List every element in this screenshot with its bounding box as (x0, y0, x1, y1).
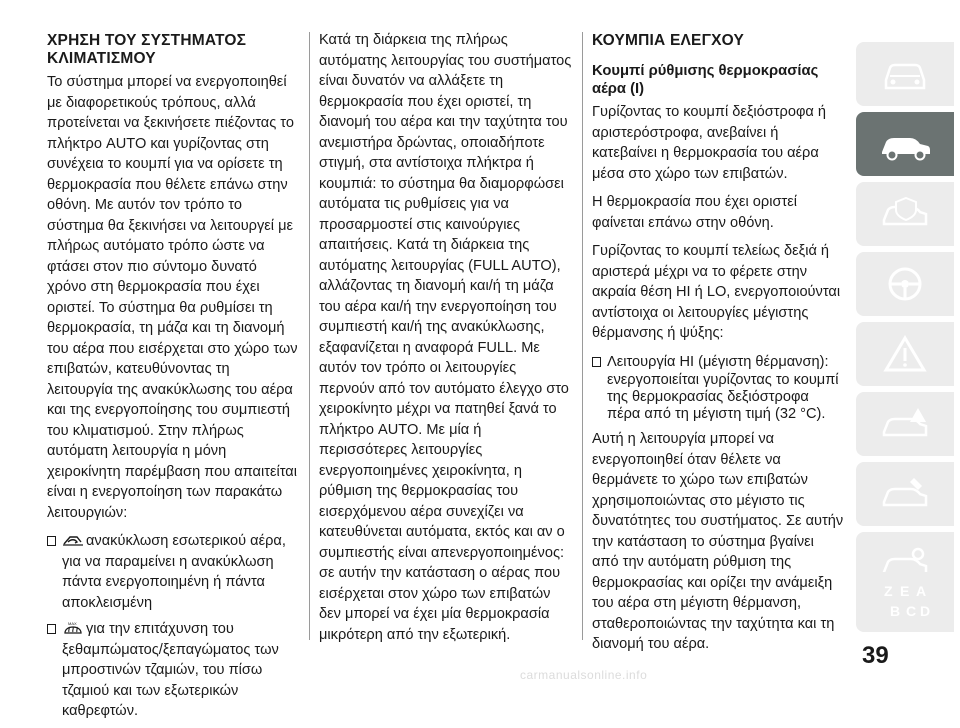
tab-safety[interactable] (856, 182, 954, 246)
column-2 (319, 32, 573, 653)
svg-text:B: B (890, 603, 901, 619)
list-item-text: ενεργοποιείται γυρίζοντας το κουμπί της θερμοκρασίας δεξιόστροφα πέρα από τη μέγιστη τιμή (32 °C). (607, 372, 839, 422)
list-item (47, 531, 299, 613)
svg-text:E: E (900, 583, 910, 599)
car-maintenance-icon (876, 472, 934, 516)
page-number: 39 (862, 642, 889, 669)
intro-paragraph: Το σύστημα μπορεί να ενεργοποιηθεί με διαφορετικούς τρόπους, αλλά προτείνεται να ξεκινήσετε πιέζοντας το πλήκτρο AUTO και γυρίζοντας στη συνέχεια το κουμπί για να ορίσετε τη θερμοκρασία που θέλετε επάνω στην οθόνη. Με αυτόν τον τρόπο το σύστημα θα ξεκινήσει να λειτουργεί με πλήρως αυτόματο τρόπο ώστε να φτάσει στον πιο σύντομο δυνατό χρόνο στη θερμοκρασία που έχει οριστεί. Το σύστημα θα ρυθμίσει τη θερμοκρασία, τη μάζα και τη διανομή του αέρα που εισέρχεται στο χώρο των επιβατών, κατευθύνοντας τη λειτουργία της ανακύκλωσης του αέρα και της ενεργοποίησης του συμπιεστή του κλιματισμού. Στην πλήρως αυτόματη λειτουργία η μόνη χειροκίνητη παρέμβαση που απαιτείται είναι η ενεργοποίηση των παρακάτω λειτουργιών: (47, 74, 298, 521)
recirculation-icon (62, 533, 84, 547)
list-item-title: Λειτουργία HI (μέγιστη θέρμανση): (607, 353, 829, 370)
section-heading: ΚΟΥΜΠΙΑ ΕΛΕΓΧΟΥ (592, 32, 744, 49)
car-safety-icon (876, 192, 934, 236)
svg-text:C: C (906, 603, 917, 619)
body-paragraph: Γυρίζοντας το κουμπί τελείως δεξιά ή αριστερά μέχρι να το φέρετε στην ακραία θέση HI ή LO, ενεργοποιούνται αντίστοιχα οι λειτουργίες μέγιστης θέρμανσης ή ψύξης: (592, 243, 841, 341)
list-item-text: ανακύκλωση εσωτερικού αέρα, για να παραμείνει η ανακύκλωση πάντα ενεργοποιημένη ή πάντα αποκλεισμένη (62, 533, 286, 611)
column-divider (582, 32, 583, 640)
list-item-text: για την επιτάχυνση του ξεθαμπώματος/ξεπαγώματος των μπροστινών τζαμιών, του πίσω τζαμιού και των εξωτερικών καθρεφτών. (62, 621, 279, 719)
warning-triangle-icon (876, 332, 934, 376)
tab-starting-driving[interactable] (856, 252, 954, 316)
steering-wheel-icon (876, 262, 934, 306)
checkbox-bullet-icon (47, 536, 56, 546)
subsection-heading: Κουμπί ρύθμισης θερμοκρασίας αέρα (I) (592, 63, 819, 97)
car-side-icon (876, 122, 934, 166)
svg-text:MAX: MAX (68, 621, 77, 626)
column-1 (47, 32, 299, 728)
body-paragraph: Αυτή η λειτουργία μπορεί να ενεργοποιηθεί όταν θέλετε να θερμάνετε το χώρο των επιβατών χρησιμοποιώντας στο μέγιστο τις δυνατότητες του συστήματος. Σε αυτήν την κατάσταση το σύστημα βγαίνει από την αυτόματη ρύθμιση της θερμοκρασίας και ορίζει την ανάμειξη του αέρα στη μέγιστη θέρμανση, σταθεροποιώντας την ταχύτητα και τη διανομή του αέρα. (592, 431, 844, 652)
tab-knowing-the-car[interactable] (856, 112, 954, 176)
alphabet-index-icon (876, 580, 934, 624)
max-defrost-icon (62, 621, 84, 635)
tab-car-overview[interactable] (856, 42, 954, 106)
section-heading: ΧΡΗΣΗ ΤΟΥ ΣΥΣΤΗΜΑΤΟΣ ΚΛΙΜΑΤΙΣΜΟΥ (47, 32, 247, 67)
tab-index[interactable] (856, 572, 954, 632)
tab-emergency[interactable] (856, 392, 954, 456)
svg-text:Z: Z (884, 583, 893, 599)
svg-text:D: D (920, 603, 931, 619)
column-3 (592, 32, 844, 663)
footer-watermark: carmanualsonline.info (520, 668, 648, 682)
list-item (592, 352, 844, 424)
tab-maintenance[interactable] (856, 462, 954, 526)
body-paragraph: Γυρίζοντας το κουμπί δεξιόστροφα ή αριστερόστροφα, ανεβαίνει ή κατεβαίνει η θερμοκρασία του αέρα μέσα στο χώρο των επιβατών. (592, 104, 827, 182)
svg-text:A: A (916, 583, 927, 599)
car-front-icon (876, 52, 934, 96)
checkbox-bullet-icon (47, 624, 56, 634)
checkbox-bullet-icon (592, 357, 601, 367)
body-paragraph: Η θερμοκρασία που έχει οριστεί φαίνεται επάνω στην οθόνη. (592, 194, 797, 231)
tab-warning-lights[interactable] (856, 322, 954, 386)
column-divider (309, 32, 310, 640)
car-emergency-icon (876, 402, 934, 446)
list-item (47, 619, 299, 722)
body-paragraph: Κατά τη διάρκεια της πλήρως αυτόματης λειτουργίας του συστήματος είναι δυνατόν να αλλάξετε τη θερμοκρασία που έχει οριστεί, τη διανομή του αέρα και την ταχύτητα του ανεμιστήρα δρώντας, οποιαδήποτε στιγμή, στα αντίστοιχα πλήκτρα ή κουμπιά: το σύστημα θα διαμορφώσει αυτόματα τις ρυθμίσεις για να προσαρμοστεί στις καινούργιες απαιτήσεις. Κατά τη διάρκεια της αυτόματης λειτουργίας (FULL AUTO), αλλάζοντας τη διανομή και/ή τη μάζα του αέρα και/ή την ενεργοποίηση του συμπιεστή και/ή της ανακύκλωσης, εξαφανίζεται η αναφορά FULL. Με αυτόν τον τρόπο οι λειτουργίες περνούν από τον αυτόματο έλεγχο στο χειροκίνητο μέχρι να πατηθεί ξανά το πλήκτρο AUTO. Με μία ή περισσότερες λειτουργίες ενεργοποιημένες χειροκίνητα, η ρύθμιση της θερμοκρασίας του εισερχόμενου αέρα συνεχίζει να κατευθύνεται αυτόματα, εκτός και αν ο συμπιεστής είναι απενεργοποιημένος: σε αυτήν την κατάσταση ο αέρας που εισέρχεται στον χώρο των επιβατών δεν μπορεί να έχει μία θερμοκρασία μικρότερη από την εξωτερική. (319, 32, 572, 643)
